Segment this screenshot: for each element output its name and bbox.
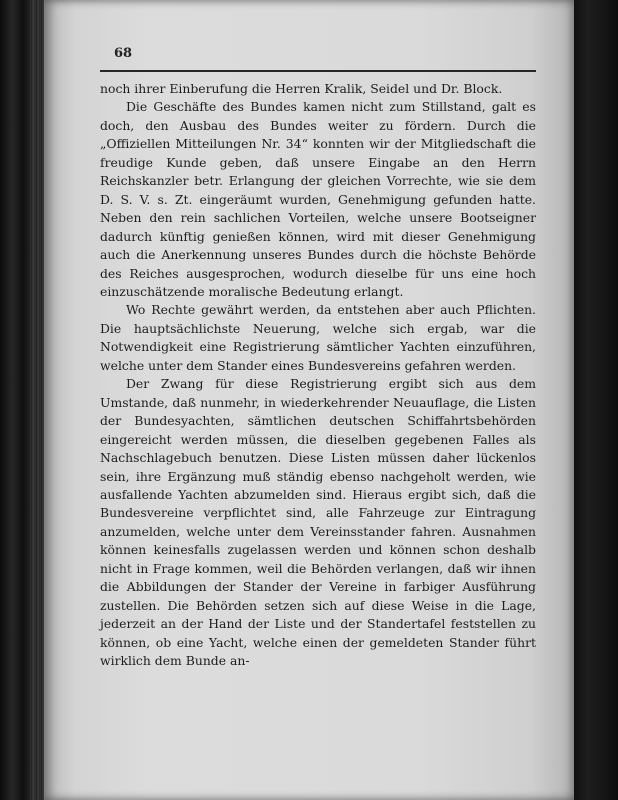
paragraph: Der Zwang für diese Registrierung ergibt sich aus dem Umstande, daß nunmehr, in wiederkehrender Neuauflage, die Listen der Bundesyachten, sämtlichen deutschen Schiffahrtsbehörden eingereicht werden müssen, die dieselben gegebenen Falles als Nachschlagebuch benutzen. Diese Listen müssen daher lückenlos sein, ihre Ergänzung muß ständig ebenso nachgeholt werden, wie ausfallende Yachten abzumelden sind. Hieraus ergibt sich, daß die Bundesvereine verpflichtet sind, alle Fahrzeuge zur Eintragung anzumelden, welche unter dem Vereinsstander fahren. Ausnahmen können keinesfalls zugelassen werden und können schon deshalb nicht in Frage kommen, weil die Behörden verlangen, daß wir ihnen die Abbildungen der Stander der Vereine in farbiger Ausführung zustellen. Die Behörden setzen sich auf diese Weise in die Lage, jederzeit an der Hand der Liste und der Standertafel feststellen zu können, ob eine Yacht, welche einen der gemeldeten Stander führt wirklich dem Bunde an- bbox=[100, 376, 536, 669]
paragraph: noch ihrer Einberufung die Herren Kralik, Seidel und Dr. Block. bbox=[100, 81, 503, 96]
header-rule bbox=[100, 70, 536, 72]
page-number: 68 bbox=[114, 46, 133, 61]
paragraph: Die Geschäfte des Bundes kamen nicht zum Stillstand, galt es doch, den Ausbau des Bundes weiter zu fördern. Durch die „Offiziellen Mitteilungen Nr. 34“ konnten wir der Mitgliedschaft die freudige Kunde geben, daß unsere Eingabe an den Herrn Reichskanzler betr. Erlangung der gleichen Vorrechte, wie sie dem D. S. V. s. Zt. eingeräumt wurden, Genehmigung gefunden hatte. Neben den rein sachlichen Vorteilen, welche unsere Bootseigner dadurch künftig genießen können, wird mit dieser Genehmigung auch die Anerkennung unseres Bundes durch die höchste Behörde des Reiches ausgesprochen, wodurch dieselbe für uns eine hoch einzuschätzende moralische Bedeutung erlangt. bbox=[100, 99, 536, 299]
facing-cover bbox=[568, 0, 618, 800]
paragraph: Wo Rechte gewährt werden, da entstehen aber auch Pflichten. Die hauptsächlichste Neuerung, welche sich ergab, war die Notwendigkeit eine Registrierung sämtlicher Yachten einzuführen, welche unter dem Stander eines Bundesvereins gefahren werden. bbox=[100, 302, 536, 373]
book-page bbox=[44, 0, 574, 800]
page-body bbox=[100, 80, 536, 671]
